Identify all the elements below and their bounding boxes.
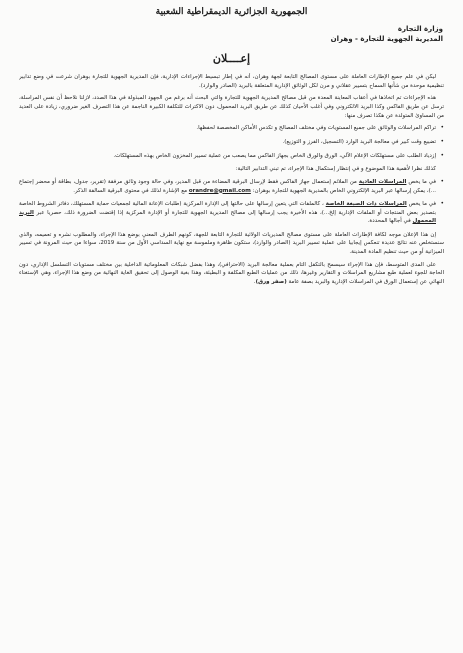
- paragraph-scope: إن هذا الإعلان موجه لكافة الإطارات العاملة على مستوى مصالح المديريات الولائية للتجارة التابعة للجهة، كونهم الطرف المعني بوضع هذا الإجراء، والمطلوب نشره و تعميمه، والذي سنستخلص عنه نتائج عديدة تنعكس إيجابيا على عملية تسيير البريد (الصادر والوارد)، ستكون ظاهرة وملموسة مع نهاية السداسي الأول من سنة 2019، سواءا من حيث المرونة في تسيير الميزانية أو من حيث تنظيم المادة المدينة.: [19, 231, 444, 256]
- ministry-name: وزارة التجارة: [397, 25, 443, 33]
- paragraph-outlook: على المدى المتوسط، فإن هذا الإجراء سيسمح بالتكفل التام بعملية معالجة البريد (الاحترافي)، وهذا بفضل شبكات المعلوماتية الداخلية بين مختلف مستويات التسلسل الإداري، دون الحاجة للجوء لعملية طبع مشاريع المراسلات و التقارير وغيرها، ذلك من عمليات الطبع المكلفة و البطيئة، وهذا بغية الوصول إلى تحقيق الغاية النهائية من وضع هذا الإجراء، وهي الإستغناء النهائي عن إستعمال الورق في المراسلات الإدارية والبريد بصفة عامة (صفر ورق).: [19, 261, 444, 286]
- measure-text: ، كالملفات التي يتعين إرسالها على حالتها إلى الإدارة المركزية (طلبات الإعانة المالية لجمعيات حماية المستهلك، دفاتر الشروط الخاصة بتصدير بعض المنتجات أو الملفات الإدارية إلخ...)، هذه الأخيرة يجب إرسالها إلى مصالح المديرية الجهوية للتجارة أو الإدارة المركزية إذا إقتضت الضرورة ذلك، حصريا عبر: [19, 201, 437, 216]
- republic-header: الجمهورية الجزائرية الديمقراطية الشعبية: [155, 7, 308, 17]
- measure-tail: مع الإشارة لذلك في محتوى البرقية السالفة الذكر.: [73, 187, 188, 194]
- document-body: [19, 73, 444, 647]
- measure-special-mail: [19, 200, 444, 226]
- measure-text: من الملائم إستعمال جهاز الفاكس فقط لإرسال البرقية المضاءة من قبل المدير، وفي حالة وجود وثائق مرفقة (تقرير، جدول، بطاقة أو محضر إجتماع ...)، يمكن إرسالها عبر البريد الإلكتروني الخاص بالمديرية الجهوية للتجارة بوهران:: [19, 178, 436, 194]
- measure-intro: في ما يخص: [408, 201, 437, 208]
- zero-paper-label: (صفر ورق): [255, 279, 287, 286]
- measure-title: المراسلات العادية: [358, 178, 407, 185]
- measure-end: في أجالها المحددة.: [367, 218, 411, 225]
- measure-intro: في ما يخص: [408, 178, 437, 185]
- announcement-title: إعــــلان: [212, 52, 251, 65]
- directorate-name: المديرية الجهوية للتجارة - وهران: [330, 35, 443, 43]
- measure-title: المراسلات ذات الصبغة الخاصة: [325, 201, 407, 208]
- outlook-text: على المدى المتوسط، فإن هذا الإجراء سيسمح بالتكفل التام بعملية معالجة البريد (الاحترافي)، وهذا بفضل شبكات المعلوماتية الداخلية بين مختلف مستويات التسلسل الإداري، دون الحاجة للجوء لعملية طبع مشاريع المراسلات و التقارير وغيرها، ذلك من عمليات الطبع المكلفة و البطيئة، وهذا بغية الوصول إلى تحقيق الغاية النهائية من وضع هذا الإجراء، وهي الإستغناء النهائي عن إستعمال الورق في المراسلات الإدارية والبريد بصفة عامة: [19, 261, 444, 286]
- paragraph-measures: كذلك نظرا لأهمية هذا الموضوع و في إنتظار إستكمال هذا الإجراء، تم تبني التدابير التالية:: [235, 166, 436, 173]
- ministry-block: [273, 24, 443, 44]
- measure-ordinary-mail: [19, 178, 444, 195]
- paragraph-intro: ليكن في علم جميع الإطارات العاملة على مستوى المصالح التابعة لجهة وهران، أنه في إطار تبسيط الإجراءات الإدارية، فإن المديرية الجهوية للتجارة بوهران شرعت في وضع تدابير تنظيمية موحدة من شأنها السماح بتسيير عقلاني و مرن لكل الوثائق الإدارية المتعلقة بالبريد (الصادر والوارد).: [19, 74, 444, 89]
- measure-highlight: البريد المحمول: [19, 209, 436, 225]
- paragraph-reason: هذه الإجراءات تم اتخاذها في أعقاب المعاينة المعدة من قبل مصالح المديرية الجهوية للتجارة والتي البحث أنه برغم من الجهود المبذولة في هذا الصدد، لازلنا نلاحظ أن نفس المراسلة، ترسل عن طريق الفاكس وكذا البريد الالكتروني وفي أغلب الأحيان كذلك عن طريق البريد المحمول، دون الاكتراث للتكلفة الكبيرة الناجمة عن هذا التصرف الغير ضروري، زيادة على العديد من المساوئ المتولدة عن هكذا تصرف منها:: [19, 95, 444, 119]
- list-item: • تضييع وقت كبير في معالجة البريد الوارد (التسجيل، الفرز و التوزيع).: [19, 138, 444, 147]
- email-link[interactable]: orandre@gmail.com: [188, 187, 251, 194]
- list-item: • تراكم المراسلات والوثائق على جميع المستويات وفي مختلف المصالح و تكدس الأماكن المخصصة لحفظها.: [19, 124, 444, 133]
- list-item: • إزدياد الطلب على مستهلكات الإعلام الآلي، الورق والورق الخاص بجهاز الفاكس مما يصعب من عملية تسيير المخزون الخاص بهذه المستهلكات.: [19, 152, 444, 161]
